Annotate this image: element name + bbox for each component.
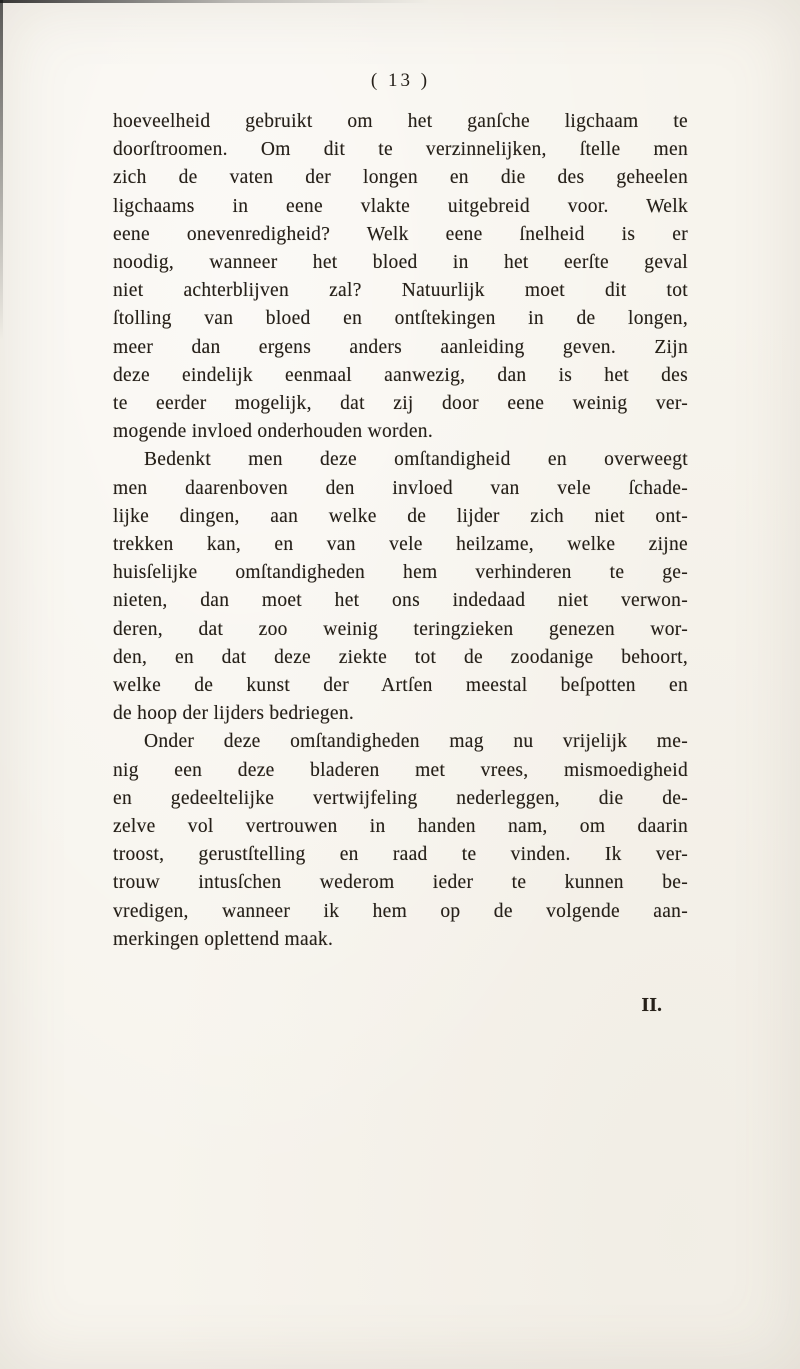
text-line: nig een deze bladeren met vrees, mismoedigheid (113, 759, 688, 781)
text-line: deren, dat zoo weinig teringzieken genezen wor- (113, 618, 688, 640)
paragraph (113, 728, 688, 954)
text-line: doorſtroomen. Om dit te verzinnelijken, ſtelle men (113, 139, 688, 161)
signature-mark: II. (641, 994, 662, 1016)
text-line: den, en dat deze ziekte tot de zoodanige behoort, (113, 646, 688, 668)
text-line: ligchaams in eene vlakte uitgebreid voor. Welk (113, 195, 688, 217)
text-line: welke de kunst der Artſen meestal beſpotten en (113, 675, 688, 697)
text-line: nieten, dan moet het ons indedaad niet verwon- (113, 590, 688, 612)
text-line: hoeveelheid gebruikt om het ganſche ligchaam te (113, 111, 688, 132)
text-line: ſtolling van bloed en ontſtekingen in de longen, (113, 308, 688, 330)
page-number: ( 13 ) (370, 70, 431, 91)
text-line: noodig, wanneer het bloed in het eerſte geval (113, 252, 688, 274)
text-line: vredigen, wanneer ik hem op de volgende aan- (113, 900, 688, 922)
text-line: huisſelijke omſtandigheden hem verhinderen te ge- (113, 562, 688, 584)
text-line: troost, gerustſtelling en raad te vinden. Ik ver- (113, 844, 688, 866)
scan-edge-top (0, 0, 430, 3)
text-line: meer dan ergens anders aanleiding geven. Zijn (113, 336, 688, 358)
text-line: deze eindelijk eenmaal aanwezig, dan is het des (113, 364, 688, 386)
text-line: merkingen oplettend maak. (113, 928, 334, 950)
text-line: zelve vol vertrouwen in handen nam, om daarin (113, 816, 688, 838)
paragraph (113, 108, 688, 446)
text-line: trekken kan, en van vele heilzame, welke zijne (113, 534, 688, 556)
text-line: men daarenboven den invloed van vele ſchade- (113, 477, 688, 499)
text-line: zich de vaten der longen en die des geheelen (113, 167, 688, 189)
text-line: de hoop der lijders bedriegen. (113, 703, 355, 725)
paragraph (113, 446, 688, 728)
text-line: eene onevenredigheid? Welk eene ſnelheid is er (113, 223, 688, 245)
text-line: lijke dingen, aan welke de lijder zich niet ont- (113, 505, 688, 527)
text-line: niet achterblijven zal? Natuurlijk moet dit tot (113, 280, 688, 302)
body-text (113, 108, 688, 954)
text-line: te eerder mogelijk, dat zij door eene weinig ver- (113, 393, 688, 415)
scan-edge-left (0, 0, 3, 340)
text-line: trouw intusſchen wederom ieder te kunnen be- (113, 872, 688, 894)
text-line: en gedeeltelijke vertwijfeling nederleggen, die de- (113, 787, 688, 809)
text-line: mogende invloed onderhouden worden. (113, 421, 433, 443)
text-line: Onder deze omſtandigheden mag nu vrijelijk me- (144, 731, 688, 753)
text-line: Bedenkt men deze omſtandigheid en overweegt (144, 449, 688, 471)
